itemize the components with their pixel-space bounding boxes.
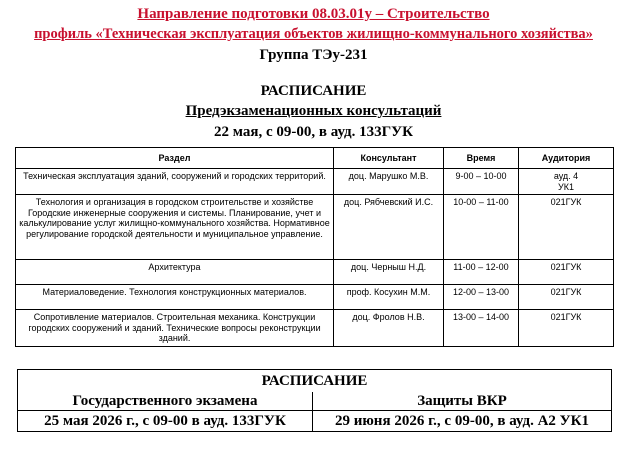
section-cell: Материаловедение. Технология конструкционных материалов.	[16, 285, 334, 310]
column-header-time: Время	[444, 148, 519, 169]
consultant-cell: доц. Фролов Н.В.	[334, 310, 444, 347]
room-line: УК1	[558, 181, 574, 192]
consultations-table	[15, 147, 614, 347]
table-row	[16, 285, 614, 310]
table-row	[16, 169, 614, 195]
final-schedule-title-row	[18, 370, 612, 393]
room-line: ауд. 4	[553, 171, 579, 181]
table-row	[16, 310, 614, 347]
final-schedule-labels-row	[18, 392, 612, 411]
consultation-date: 22 мая, с 09-00, в ауд. 133ГУК	[213, 124, 414, 140]
consultant-cell: проф. Косухин М.М.	[334, 285, 444, 310]
column-header-section: Раздел	[16, 148, 334, 169]
column-header-room: Аудитория	[519, 148, 614, 169]
room-cell: 021ГУК	[519, 285, 614, 310]
consultant-cell: доц. Рябчевский И.С.	[334, 195, 444, 260]
profile-title: профиль «Техническая эксплуатация объектов жилищно-коммунального хозяйства»	[34, 26, 593, 42]
thesis-date: 29 июня 2026 г., с 09-00, в ауд. А2 УК1	[313, 411, 612, 432]
table-row	[16, 260, 614, 285]
final-schedule-title: РАСПИСАНИЕ	[18, 370, 612, 393]
state-exam-label: Государственного экзамена	[18, 392, 313, 411]
time-cell: 13-00 – 14-00	[444, 310, 519, 347]
table-row	[16, 195, 614, 260]
time-cell: 12-00 – 13-00	[444, 285, 519, 310]
section-cell: Сопротивление материалов. Строительная механика. Конструкции городских сооружений и зданий. Технические вопросы реконструкции зданий.	[16, 310, 334, 347]
consultant-cell: доц. Марушко М.В.	[334, 169, 444, 195]
final-schedule-dates-row	[18, 411, 612, 432]
section-cell: Техническая эксплуатация зданий, сооружений и городских территорий.	[16, 169, 334, 195]
room-cell: 021ГУК	[519, 310, 614, 347]
final-schedule-table	[17, 369, 612, 432]
schedule-title: РАСПИСАНИЕ	[260, 83, 367, 99]
room-cell: 021ГУК	[519, 260, 614, 285]
column-header-consultant: Консультант	[334, 148, 444, 169]
time-cell: 11-00 – 12-00	[444, 260, 519, 285]
time-cell: 9-00 – 10-00	[444, 169, 519, 195]
room-cell	[519, 169, 614, 195]
state-exam-date: 25 мая 2026 г., с 09-00 в ауд. 133ГУК	[18, 411, 313, 432]
thesis-label: Защиты ВКР	[313, 392, 612, 411]
consultant-cell: доц. Черныш Н.Д.	[334, 260, 444, 285]
section-cell: Технология и организация в городском строительстве и хозяйстве Городские инженерные сооружения и системы. Планирование, учет и калькулирование услуг жилищно-коммунального хозяйства. Нормативное регулирование городской деятельности и муниципальное управление.	[16, 195, 334, 260]
time-cell: 10-00 – 11-00	[444, 195, 519, 260]
table-header-row	[16, 148, 614, 169]
schedule-subtitle: Предэкзаменационных консультаций	[185, 103, 442, 119]
section-cell: Архитектура	[16, 260, 334, 285]
room-cell: 021ГУК	[519, 195, 614, 260]
program-title: Направление подготовки 08.03.01у – Строительство	[137, 6, 490, 22]
group-label: Группа ТЭу-231	[259, 47, 368, 63]
